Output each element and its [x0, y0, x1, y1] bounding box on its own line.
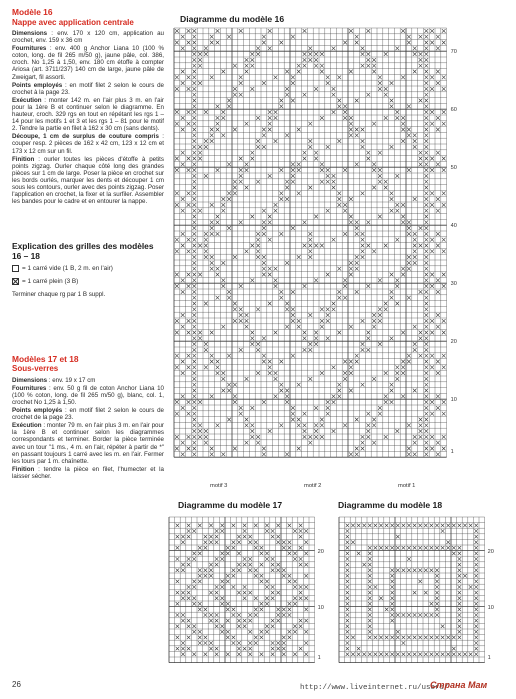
motif-label: motif 3: [210, 483, 228, 489]
diagram18-title: Diagramme du modèle 18: [338, 500, 443, 510]
model16-points: Points employés : en motif filet 2 selon le cours de crochet à la page 23.: [12, 81, 164, 96]
model16-title: Modèle 16: [12, 7, 53, 17]
legend-full: = 1 carré plein (3 B): [12, 278, 164, 285]
diagram16-grid: [166, 26, 454, 476]
model1718-points: Points employés : en motif filet 2 selon le cours de crochet de la page 23.: [12, 407, 164, 422]
row-number-label: 20: [450, 339, 457, 346]
model1718-title: Modèles 17 et 18: [12, 353, 79, 364]
source-url: http://www.liveinternet.ru/users/: [300, 684, 449, 692]
row-number-label: 10: [317, 604, 324, 611]
diagram16-title: Diagramme du modèle 16: [180, 14, 285, 24]
motif-label: motif 2: [304, 483, 322, 489]
legend-title: Explication des grilles des modèles 16 – 18: [12, 241, 154, 261]
row-number-label: 70: [450, 49, 457, 56]
left-column: [12, 8, 164, 481]
model16-execution: Exécution : monter 142 m. en l'air plus 3 m. en l'air pour la 1ère B et continuer selon le diagramme. En hauteur, croch. 329 rgs en tout en répétant les rgs 1 – 14 pour les motifs 1 et 3 et les rgs 1 – 81 pour le motif 2. Tendre la partie en filet à 162 x 30 cm (sans dents).: [12, 96, 164, 133]
row-number-label: 20: [487, 548, 494, 555]
row-number-label: 1: [487, 655, 491, 661]
motif-label: motif 1: [398, 483, 416, 489]
row-number-label: 60: [450, 107, 457, 114]
model16-finition: Finition : ourler toutes les pièces d'étoffe à petits points zigzag. Ourler chaque côté long des grandes pièces sur 1 cm de large. Poser la pièce en crochet sur les bords ourlés, marquer les dents et découper 1 cm sous les contours, ourler avec des points zigzag. Poser l'application en crochet, la fixer et la surfiler. Assembler les bandes pour le cadre et en entourer la nappe.: [12, 155, 164, 206]
model16-fournitures: Fournitures : env. 400 g Anchor Liana 10 (100 % coton, long. de fil 265 m/50 g), jaune pâle, col. 386, croch. No 1,25 à 1,50, env. 180 cm étoffe à compter Ariosa (art. 3711/237) 140 cm de large, jaune pâle de Zweigart, fil assorti.: [12, 45, 164, 81]
legend-empty: = 1 carré vide (1 B, 2 m. en l'air): [12, 265, 164, 272]
row-number-label: 30: [450, 281, 457, 288]
legend-note: Terminer chaque rg par 1 B suppl.: [12, 290, 106, 298]
diagram17-grid: [167, 514, 317, 674]
watermark-logo: Страна Мам: [430, 680, 488, 690]
model1718-finition: Finition : tendre la pièce en filet, l'humecter et la laisser sécher.: [12, 465, 164, 480]
diagram18-grid: [337, 514, 489, 674]
row-number-label: 10: [450, 397, 457, 404]
model1718-fournitures: Fournitures : env. 50 g fil de coton Anchor Liana 10 (100 % coton, long. de fil 265 m/50 g), blanc, col. 1, crochet No 1,25 à 1,50.: [12, 384, 164, 406]
row-number-label: 50: [450, 165, 457, 172]
model16-decoupe: Découpe, 1 cm de surplus de couture compris : couper resp. 2 pièces de 162 x 42 cm, 123 x 12 cm et 173 x 12 cm sur un fil.: [12, 133, 164, 155]
empty-square-icon: [12, 265, 19, 272]
model1718-dimensions: Dimensions : env. 19 x 17 cm: [12, 376, 96, 384]
row-number-label: 20: [317, 548, 324, 555]
model16-dimensions: Dimensions : env. 170 x 120 cm, application au crochet, env. 159 x 36 cm: [12, 30, 164, 45]
row-number-label: 1: [317, 655, 321, 661]
diagram17-title: Diagramme du modèle 17: [178, 500, 283, 510]
row-number-label: 10: [487, 604, 494, 611]
model1718-execution: Exécution : monter 79 m. en l'air plus 3 m. en l'air pour la 1ère B et continuer selon les diagrammes correspondants et terminer. Border la pièce terminée avec un tour "1 ms., 4 m. en l'air, répéter à partir de *" en passant toujours 1 carré avec les m. en l'air. Fermer les tours par 1 m. chaînette.: [12, 422, 164, 465]
model16-subtitle: Nappe avec application centrale: [12, 17, 134, 27]
row-number-label: 1: [450, 449, 454, 456]
model1718-subtitle: Sous-verres: [12, 364, 59, 374]
page-number: 26: [12, 680, 21, 689]
filled-square-icon: [12, 278, 19, 285]
row-number-label: 40: [450, 223, 457, 230]
